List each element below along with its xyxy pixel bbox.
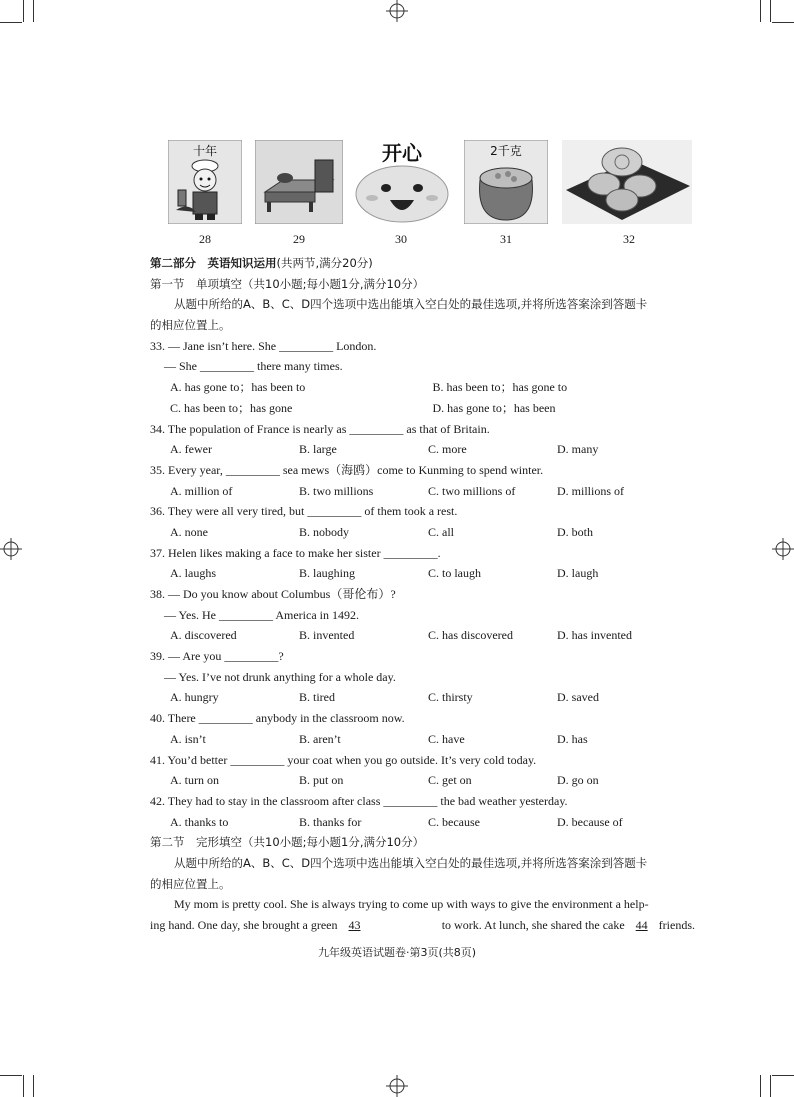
picture-28-label: 十年 [192, 144, 218, 158]
bed-icon [255, 140, 343, 224]
section1-instruction-line2: 的相应位置上。 [150, 318, 231, 333]
question-33-option-b[interactable]: B. has been to；has gone to [432, 380, 568, 395]
question-41-option-c[interactable]: C. get on [428, 773, 472, 788]
question-38-option-c[interactable]: C. has discovered [428, 628, 513, 643]
question-38-option-b[interactable]: B. invented [299, 628, 355, 643]
picture-row [0, 140, 794, 250]
question-33-option-c[interactable]: C. has been to；has gone [170, 400, 293, 415]
section2-instruction-line2: 的相应位置上。 [150, 876, 231, 891]
question-34-options [150, 439, 695, 460]
question-42-option-d[interactable]: D. because of [557, 814, 623, 829]
question-42-option-c[interactable]: C. because [428, 814, 480, 829]
question-42-option-b[interactable]: B. thanks for [299, 814, 362, 829]
crop-mark-bottom-right-v [760, 1075, 761, 1097]
question-39-option-a[interactable]: A. hungry [170, 690, 219, 705]
blank-43[interactable]: 43 [348, 918, 361, 932]
crop-mark-top-left-v2 [23, 0, 24, 22]
question-35-option-a[interactable]: A. million of [170, 483, 233, 498]
question-40-options [150, 729, 695, 750]
question-34-option-d[interactable]: D. many [557, 442, 599, 457]
question-37-options [150, 563, 695, 584]
question-35-option-b[interactable]: B. two millions [299, 483, 374, 498]
registration-mark-top [386, 0, 408, 22]
question-36-option-c[interactable]: C. all [428, 524, 454, 539]
question-38-stem2: — Yes. He _________ America in 1492. [164, 607, 359, 622]
question-35-option-c[interactable]: C. two millions of [428, 483, 516, 498]
question-40-option-c[interactable]: C. have [428, 731, 465, 746]
page-footer: 九年级英语试题卷·第3页(共8页) [317, 946, 477, 959]
question-42-option-a[interactable]: A. thanks to [170, 814, 229, 829]
question-41-options [150, 770, 695, 791]
passage-line-2 [150, 915, 695, 936]
picture-29 [255, 140, 343, 228]
crop-mark-bottom-right-v2 [770, 1075, 771, 1097]
crop-mark-top-right-h [772, 22, 794, 23]
question-42-options [150, 812, 695, 833]
question-40-option-d[interactable]: D. has [557, 731, 588, 746]
picture-28 [168, 140, 242, 228]
question-41-option-b[interactable]: B. put on [299, 773, 344, 788]
chef-icon [168, 140, 242, 224]
picture-31 [464, 140, 548, 228]
question-38-option-a[interactable]: A. discovered [170, 628, 237, 643]
question-35-options [150, 481, 695, 502]
question-41-option-d[interactable]: D. go on [557, 773, 599, 788]
part2-note: (共两节,满分20分) [276, 256, 373, 270]
registration-mark-right [772, 538, 794, 560]
question-33-stem2: — She _________ there many times. [164, 359, 343, 374]
question-41-stem: 41. You’d better _________ your coat when you go outside. It’s very cold today. [150, 752, 537, 767]
question-40-option-b[interactable]: B. aren’t [299, 731, 341, 746]
picture-30 [352, 140, 452, 228]
mooncake-icon [562, 140, 692, 224]
crop-mark-bottom-right-h [772, 1075, 794, 1076]
question-39-option-c[interactable]: C. thirsty [428, 690, 473, 705]
picture-31-number: 31 [500, 232, 512, 246]
question-38-options [150, 625, 695, 646]
question-37-option-a[interactable]: A. laughs [170, 566, 216, 581]
question-40-option-a[interactable]: A. isn’t [170, 731, 206, 746]
question-34-option-c[interactable]: C. more [428, 442, 467, 457]
question-36-option-a[interactable]: A. none [170, 524, 208, 539]
question-38-option-d[interactable]: D. has invented [557, 628, 632, 643]
smiley-icon [352, 140, 452, 224]
crop-mark-bottom-left-h [0, 1075, 22, 1076]
question-34-option-b[interactable]: B. large [299, 442, 337, 457]
question-37-option-b[interactable]: B. laughing [299, 566, 355, 581]
picture-32 [562, 140, 692, 228]
question-38-stem: 38. — Do you know about Columbus（哥伦布）? [150, 587, 396, 601]
crop-mark-top-right-v [760, 0, 761, 22]
passage-line-2-part-b: to work. At lunch, she shared the cake 44 friends. [441, 918, 695, 932]
question-39-option-b[interactable]: B. tired [299, 690, 335, 705]
question-40-stem: 40. There _________ anybody in the classroom now. [150, 711, 405, 726]
part2-title: 第二部分 英语知识运用 [150, 256, 277, 270]
exam-content [150, 253, 695, 936]
question-39-option-d[interactable]: D. saved [557, 690, 599, 705]
question-33-option-a[interactable]: A. has gone to；has been to [170, 380, 306, 395]
section2-instruction-line1: 从题中所给的A、B、C、D四个选项中选出能填入空白处的最佳选项,并将所选答案涂到答题卡 [174, 855, 648, 870]
picture-32-number: 32 [623, 232, 635, 246]
section2-title: 第二节 完形填空（共10小题;每小题1分,满分10分） [150, 835, 425, 850]
question-37-option-d[interactable]: D. laugh [557, 566, 599, 581]
section1-title: 第一节 单项填空（共10小题;每小题1分,满分10分） [150, 276, 425, 291]
picture-29-number: 29 [293, 232, 305, 246]
picture-30-label: 开心 [382, 141, 422, 165]
section1-instruction-line1: 从题中所给的A、B、C、D四个选项中选出能填入空白处的最佳选项,并将所选答案涂到答题卡 [174, 297, 648, 312]
question-36-options [150, 522, 695, 543]
passage-line-1: My mom is pretty cool. She is always trying to come up with ways to give the environment a help- [174, 897, 649, 912]
question-39-stem2: — Yes. I’ve not drunk anything for a whole day. [164, 669, 396, 684]
question-33-option-d[interactable]: D. has gone to；has been [432, 400, 556, 415]
picture-28-number: 28 [199, 232, 211, 246]
question-33-options-row2 [150, 398, 695, 419]
registration-mark-bottom [386, 1075, 408, 1097]
question-34-option-a[interactable]: A. fewer [170, 442, 212, 457]
question-34-stem: 34. The population of France is nearly as _________ as that of Britain. [150, 421, 490, 436]
question-33-stem: 33. — Jane isn’t here. She _________ London. [150, 338, 377, 353]
question-42-stem: 42. They had to stay in the classroom after class _________ the bad weather yesterday. [150, 793, 568, 808]
crop-mark-top-left-h [0, 22, 22, 23]
question-39-options [150, 687, 695, 708]
question-37-stem: 37. Helen likes making a face to make her sister _________. [150, 545, 441, 560]
crop-mark-bottom-left-v [33, 1075, 34, 1097]
picture-31-label: 2千克 [490, 144, 522, 158]
question-35-option-d[interactable]: D. millions of [557, 483, 625, 498]
question-36-option-d[interactable]: D. both [557, 524, 593, 539]
question-39-stem: 39. — Are you _________? [150, 649, 284, 664]
question-33-options-row1 [150, 377, 695, 398]
question-35-stem: 35. Every year, _________ sea mews（海鸥）come to Kunming to spend winter. [150, 462, 544, 477]
passage-line-2-part-a: ing hand. One day, she brought a green 43 [150, 915, 369, 936]
part2-heading [150, 253, 695, 274]
question-36-stem: 36. They were all very tired, but _________ of them took a rest. [150, 504, 458, 519]
sack-icon [464, 140, 548, 224]
question-41-option-a[interactable]: A. turn on [170, 773, 219, 788]
crop-mark-bottom-left-v2 [23, 1075, 24, 1097]
question-36-option-b[interactable]: B. nobody [299, 524, 350, 539]
blank-44[interactable]: 44 [635, 918, 648, 932]
crop-mark-top-left-v [33, 0, 34, 22]
question-37-option-c[interactable]: C. to laugh [428, 566, 481, 581]
registration-mark-left [0, 538, 22, 560]
picture-30-number: 30 [395, 232, 407, 246]
crop-mark-top-right-v2 [770, 0, 771, 22]
